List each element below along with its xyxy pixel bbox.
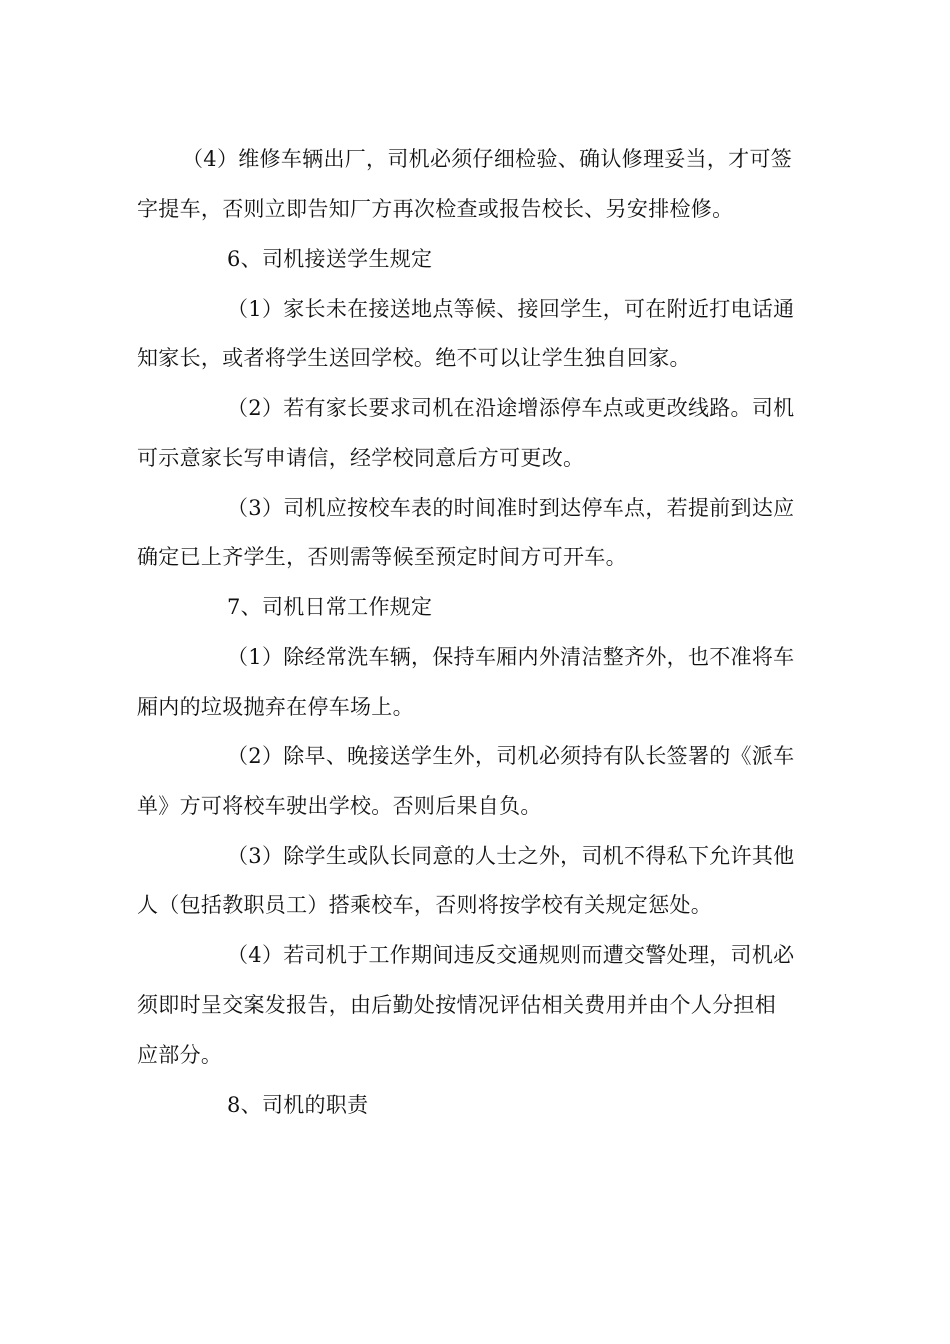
paragraph-7-1-line-2: 厢内的垃圾抛弃在停车场上。 [137,695,414,719]
section-heading-8: 8、司机的职责 [227,1093,369,1117]
paragraph-7-1-line-1: （1）除经常洗车辆，保持车厢内外清洁整齐外，也不准将车 [227,645,795,669]
paragraph-6-1-line-2: 知家长，或者将学生送回学校。绝不可以让学生独自回家。 [137,346,691,370]
paragraph-5-4-line-1: （4）维修车辆出厂，司机必须仔细检验、确认修理妥当，才可签 [182,147,793,171]
section-heading-7: 7、司机日常工作规定 [227,595,433,619]
paragraph-6-2-line-2: 可示意家长写申请信，经学校同意后方可更改。 [137,446,585,470]
paragraph-7-4-line-2: 须即时呈交案发报告，由后勤处按情况评估相关费用并由个人分担相 [137,993,776,1017]
paragraph-5-4-line-2: 字提车，否则立即告知厂方再次检查或报告校长、另安排检修。 [137,197,734,221]
paragraph-7-3-line-1: （3）除学生或队长同意的人士之外，司机不得私下允许其他 [227,844,795,868]
paragraph-6-2-line-1: （2）若有家长要求司机在沿途增添停车点或更改线路。司机 [227,396,795,420]
paragraph-7-4-line-1: （4）若司机于工作期间违反交通规则而遭交警处理，司机必 [227,943,795,967]
paragraph-6-3-line-1: （3）司机应按校车表的时间准时到达停车点，若提前到达应 [227,496,795,520]
paragraph-6-1-line-1: （1）家长未在接送地点等候、接回学生，可在附近打电话通 [227,297,795,321]
paragraph-7-4-line-3: 应部分。 [137,1043,223,1067]
section-heading-6: 6、司机接送学生规定 [227,247,433,271]
paragraph-7-2-line-1: （2）除早、晚接送学生外，司机必须持有队长签署的《派车 [227,744,795,768]
paragraph-6-3-line-2: 确定已上齐学生，否则需等候至预定时间方可开车。 [137,545,627,569]
paragraph-7-2-line-2: 单》方可将校车驶出学校。否则后果自负。 [137,794,542,818]
paragraph-7-3-line-2: 人（包括教职员工）搭乘校车，否则将按学校有关规定惩处。 [137,893,713,917]
